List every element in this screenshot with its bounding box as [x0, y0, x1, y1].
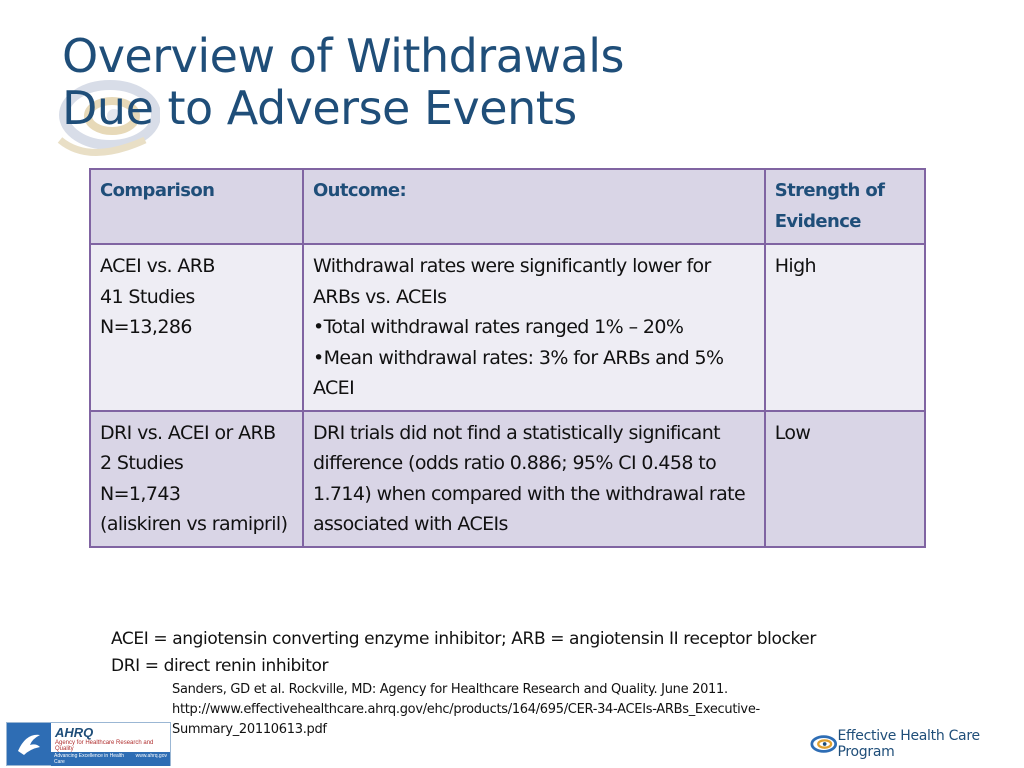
comparison-line: DRI vs. ACEI or ARB	[100, 421, 276, 444]
ehc-logo	[810, 728, 1024, 760]
table-row	[90, 411, 925, 547]
comparison-line: 2 Studies	[100, 452, 184, 474]
table-header-row	[90, 169, 925, 244]
ehc-swirl-icon	[810, 733, 838, 755]
ahrq-url: www.ahrq.gov	[135, 753, 167, 759]
evidence-table	[89, 168, 926, 548]
comparison-line: 41 Studies	[100, 285, 195, 308]
ehc-program-name: Effective Health Care Program	[837, 728, 980, 760]
ahrq-subtitle: Agency for Healthcare Research and Quality	[55, 740, 154, 752]
comparison-line: N=1,743	[100, 482, 181, 505]
hhs-eagle-icon	[7, 723, 51, 765]
outcome-bullet: • Mean withdrawal rates: 3% for ARBs and 5% ACEI	[313, 343, 756, 404]
table-row	[90, 244, 925, 411]
comparison-line: N=13,286	[100, 316, 192, 338]
abbreviation-line: ACEI = angiotensin converting enzyme inhibitor; ARB = angiotensin II receptor blocker	[111, 629, 816, 649]
reference-link[interactable]: http://www.effectivehealthcare.ahrq.gov/ehc/products/164/695/CER-34-ACEIs-ARBs_Executive-	[172, 702, 760, 717]
abbreviation-line: DRI = direct renin inhibitor	[111, 656, 329, 676]
comparison-line: ACEI vs. ARB	[100, 255, 215, 277]
reference-line: Summary_20110613.pdf	[172, 722, 327, 737]
cell-strength: High	[765, 244, 925, 411]
ahrq-tagline: Advancing Excellence in Health Care	[54, 753, 125, 765]
reference-line: Sanders, GD et al. Rockville, MD: Agency for Healthcare Research and Quality. June 2011.	[172, 682, 728, 697]
ahrq-tagline-bar	[51, 752, 170, 766]
comparison-line: (aliskiren vs ramipril)	[100, 513, 288, 535]
abbreviation-notes	[111, 626, 816, 680]
reference-citation	[172, 680, 872, 740]
ahrq-logo	[6, 722, 171, 766]
cell-outcome	[303, 244, 765, 411]
cell-comparison	[90, 411, 303, 547]
header-comparison: Comparison	[90, 169, 303, 244]
cell-comparison	[90, 244, 303, 411]
page-title	[62, 30, 624, 134]
cell-outcome: DRI trials did not find a statistically significant difference (odds ratio 0.886; 95% CI 0.458 to 1.714) when compared with the withdrawal rate associated with ACEIs	[303, 411, 765, 547]
title-line-2: Due to Adverse Events	[62, 81, 577, 135]
ahrq-name: AHRQ	[55, 725, 94, 740]
header-strength: Strength of Evidence	[765, 169, 925, 244]
outcome-bullet: • Total withdrawal rates ranged 1% – 20%	[313, 312, 756, 343]
cell-strength: Low	[765, 411, 925, 547]
outcome-text: Withdrawal rates were significantly lower for ARBs vs. ACEIs	[312, 255, 711, 308]
title-line-1: Overview of Withdrawals	[62, 29, 624, 83]
header-outcome: Outcome:	[303, 169, 765, 244]
